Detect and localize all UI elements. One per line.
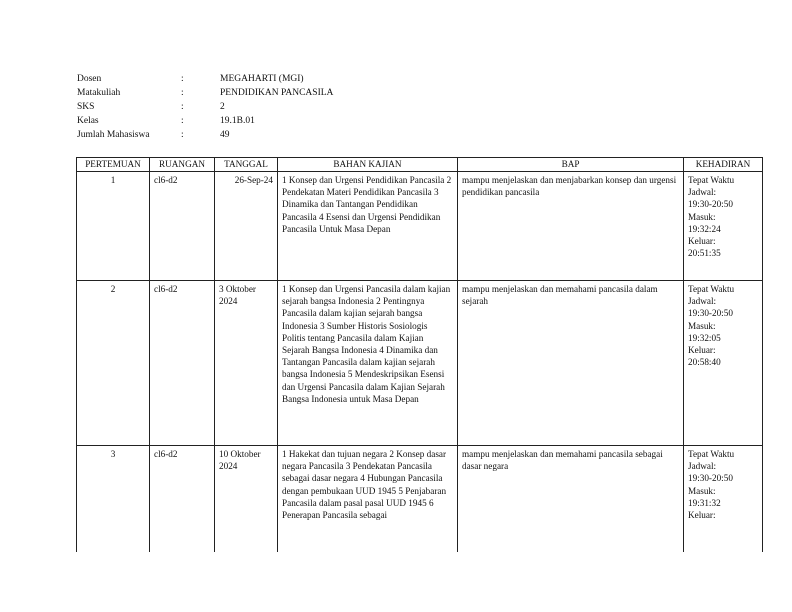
cell-pertemuan: 1 — [77, 172, 150, 281]
info-label: Kelas — [77, 116, 99, 126]
header-bap: BAP — [458, 158, 684, 172]
attendance-table — [76, 157, 763, 552]
cell-tanggal: 10 Oktober 2024 — [215, 446, 278, 553]
cell-kehadiran: Tepat Waktu Jadwal: 19:30-20:50 Masuk: 19:32:05 Keluar: 20:58:40 — [684, 281, 763, 446]
cell-kehadiran: Tepat Waktu Jadwal: 19:30-20:50 Masuk: 19:32:24 Keluar: 20:51:35 — [684, 172, 763, 281]
info-value: PENDIDIKAN PANCASILA — [220, 88, 334, 98]
info-value: 49 — [220, 130, 230, 140]
cell-bahan-kajian: 1 Konsep dan Urgensi Pendidikan Pancasila 2 Pendekatan Materi Pendidikan Pancasila 3 Dinamika dan Tantangan Pendidikan Pancasila 4 Esensi dan Urgensi Pendidikan Pancasila Untuk Masa Depan — [278, 172, 458, 281]
cell-pertemuan: 3 — [77, 446, 150, 553]
info-value: MEGAHARTI (MGI) — [220, 74, 304, 84]
info-label: SKS — [77, 102, 95, 112]
table-row — [77, 281, 763, 446]
cell-bahan-kajian: 1 Hakekat dan tujuan negara 2 Konsep dasar negara Pancasila 3 Pendekatan Pancasila sebagai dasar negara 4 Hubungan Pancasila dengan pembukaan UUD 1945 5 Penjabaran Pancasila dalam pasal pasal UUD 1945 6 Penerapan Pancasila sebagai — [278, 446, 458, 553]
cell-ruangan: cl6-d2 — [150, 446, 215, 553]
header-kehadiran: KEHADIRAN — [684, 158, 763, 172]
info-label: Jumlah Mahasiswa — [77, 130, 150, 140]
cell-bap: mampu menjelaskan dan memahami pancasila sebagai dasar negara — [458, 446, 684, 553]
cell-bap: mampu menjelaskan dan menjabarkan konsep dan urgensi pendidikan pancasila — [458, 172, 684, 281]
table-header-row — [77, 158, 763, 172]
info-colon: : — [181, 88, 184, 98]
header-pertemuan: PERTEMUAN — [77, 158, 150, 172]
cell-pertemuan: 2 — [77, 281, 150, 446]
cell-tanggal: 3 Oktober 2024 — [215, 281, 278, 446]
cell-bahan-kajian: 1 Konsep dan Urgensi Pancasila dalam kajian sejarah bangsa Indonesia 2 Pentingnya Pancasila dalam kajian sejarah bangsa Indonesia 3 Sumber Historis Sosiologis Politis tentang Pancasila dalam Kajian Sejarah Bangsa Indonesia 4 Dinamika dan Tantangan Pancasila dalam kajian sejarah bangsa Indonesia 5 Mendeskripsikan Esensi dan Urgensi Pancasila dalam Kajian Sejarah Bangsa Indonesia untuk Masa Depan — [278, 281, 458, 446]
header-ruangan: RUANGAN — [150, 158, 215, 172]
cell-bap: mampu menjelaskan dan memahami pancasila dalam sejarah — [458, 281, 684, 446]
cell-ruangan: cl6-d2 — [150, 281, 215, 446]
table-row — [77, 446, 763, 553]
cell-tanggal: 26-Sep-24 — [215, 172, 278, 281]
cell-kehadiran: Tepat Waktu Jadwal: 19:30-20:50 Masuk: 19:31:32 Keluar: — [684, 446, 763, 553]
table-row — [77, 172, 763, 281]
info-colon: : — [181, 74, 184, 84]
info-label: Matakuliah — [77, 88, 121, 98]
info-colon: : — [181, 116, 184, 126]
cell-ruangan: cl6-d2 — [150, 172, 215, 281]
info-colon: : — [181, 102, 184, 112]
info-value: 2 — [220, 102, 225, 112]
header-bahan-kajian: BAHAN KAJIAN — [278, 158, 458, 172]
info-value: 19.1B.01 — [220, 116, 255, 126]
info-label: Dosen — [77, 74, 102, 84]
info-colon: : — [181, 130, 184, 140]
header-tanggal: TANGGAL — [215, 158, 278, 172]
